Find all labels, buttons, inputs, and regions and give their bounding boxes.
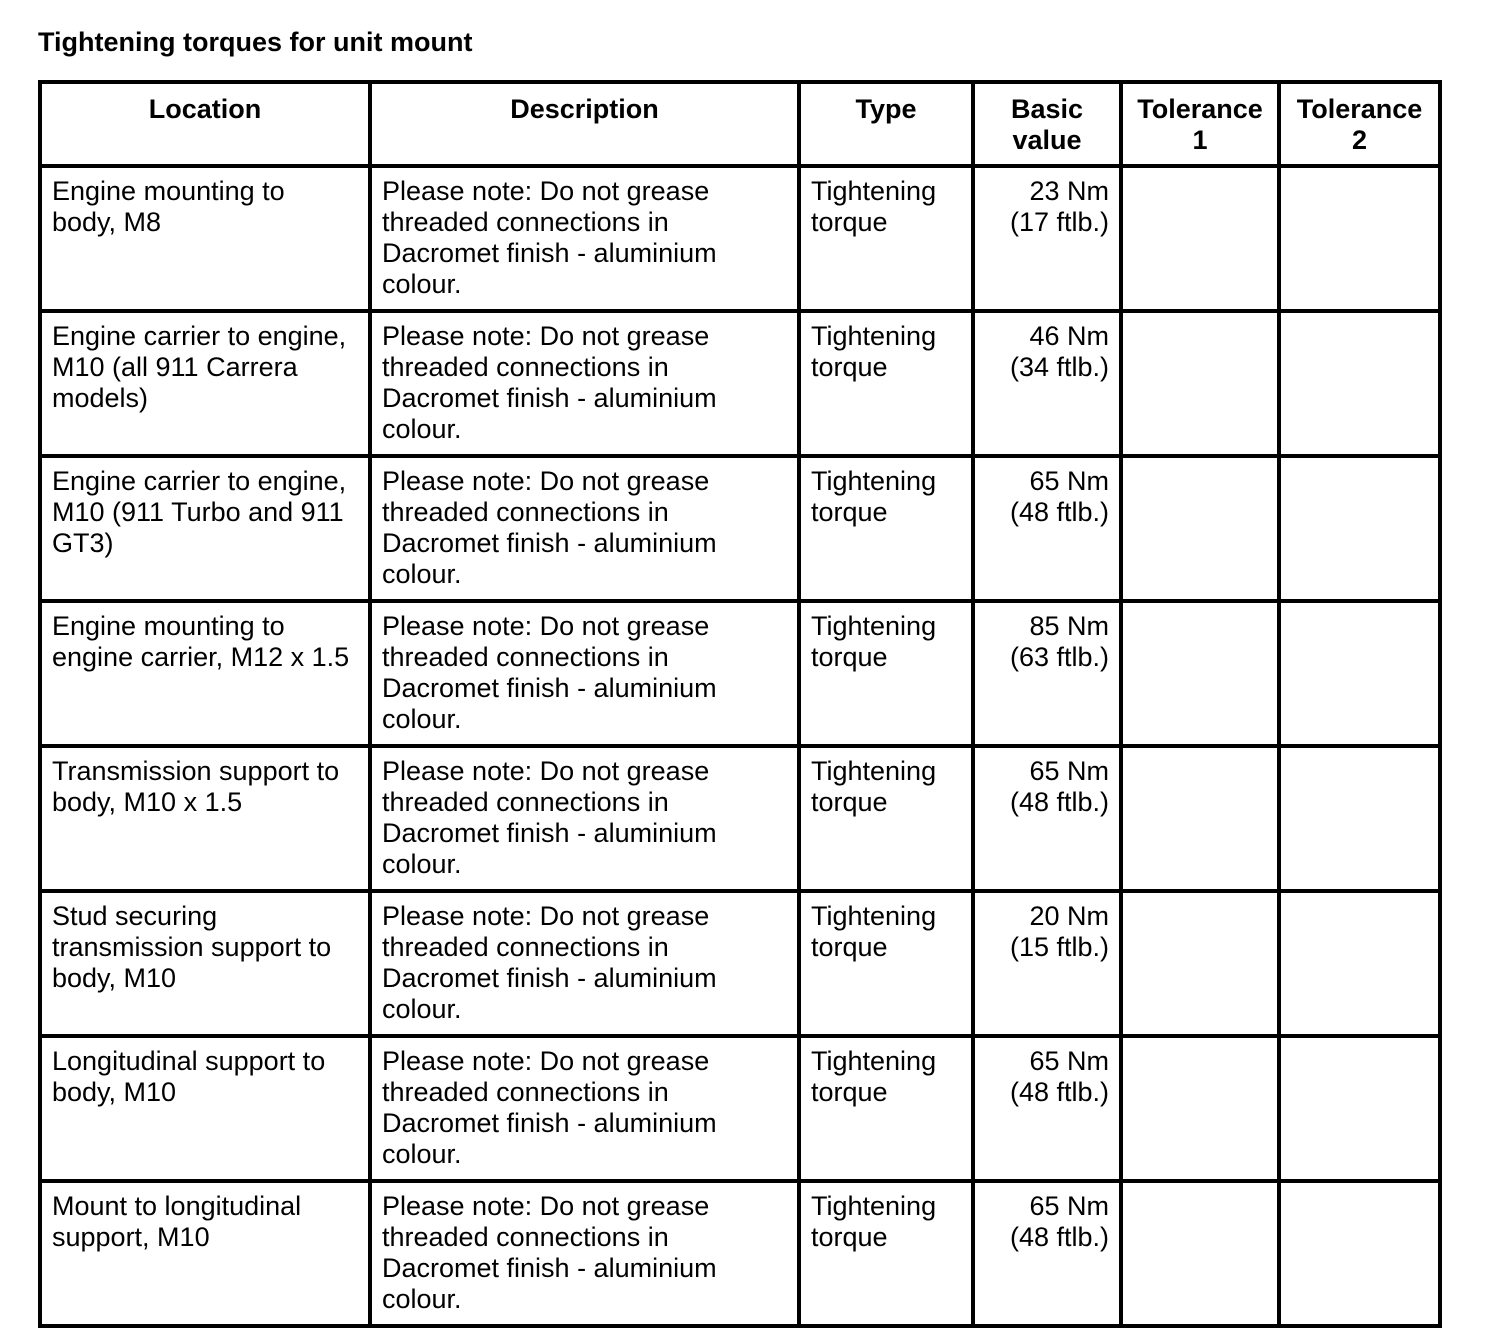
cell-text-line: body, M10: [52, 1077, 177, 1107]
description-cell: [370, 601, 799, 746]
type-cell: [799, 1036, 973, 1181]
cell-text-line: Dacromet finish - aluminium: [382, 528, 717, 558]
cell-text-line: support, M10: [52, 1222, 210, 1252]
cell-text-line: Tightening: [811, 466, 937, 496]
cell-text-line: Please note: Do not grease: [382, 901, 710, 931]
basic-value-cell: [973, 456, 1121, 601]
cell-text-line: Transmission support to: [52, 756, 340, 786]
cell-text-line: torque: [811, 642, 888, 672]
cell-text-line: Stud securing: [52, 901, 218, 931]
cell-text-line: (34 ftlb.): [1009, 352, 1109, 382]
type-cell: [799, 311, 973, 456]
table-row: [40, 891, 1440, 1036]
tolerance-2-cell: [1279, 166, 1440, 311]
torque-table: [38, 80, 1442, 1328]
basic-value-cell: [973, 1036, 1121, 1181]
cell-text-line: Please note: Do not grease: [382, 756, 710, 786]
cell-text-line: (15 ftlb.): [1009, 932, 1109, 962]
cell-text-line: Mount to longitudinal: [52, 1191, 302, 1221]
table-row: [40, 746, 1440, 891]
location-cell: [40, 311, 370, 456]
cell-text-line: threaded connections in: [382, 497, 669, 527]
description-cell: [370, 891, 799, 1036]
table-row: [40, 166, 1440, 311]
cell-text-line: M10 (all 911 Carrera: [52, 352, 298, 382]
location-cell: [40, 746, 370, 891]
cell-text-line: Dacromet finish - aluminium: [382, 963, 717, 993]
basic-value-cell: [973, 891, 1121, 1036]
basic-value-cell: [973, 1181, 1121, 1326]
basic-value-cell: [973, 311, 1121, 456]
cell-text-line: torque: [811, 932, 888, 962]
header-text-line: Basic: [1010, 94, 1084, 124]
cell-text-line: Please note: Do not grease: [382, 176, 710, 206]
cell-text-line: GT3): [52, 528, 114, 558]
cell-text-line: body, M8: [52, 207, 162, 237]
tolerance-2-cell: [1279, 746, 1440, 891]
cell-text-line: (63 ftlb.): [1009, 642, 1109, 672]
cell-text-line: Dacromet finish - aluminium: [382, 238, 717, 268]
location-cell: [40, 601, 370, 746]
description-cell: [370, 166, 799, 311]
tolerance-1-cell: [1121, 746, 1279, 891]
location-cell: [40, 456, 370, 601]
cell-text-line: Tightening: [811, 1046, 937, 1076]
cell-text-line: Engine carrier to engine,: [52, 466, 347, 496]
cell-text-line: colour.: [382, 704, 462, 734]
cell-text-line: Tightening: [811, 1191, 937, 1221]
cell-text-line: Please note: Do not grease: [382, 1046, 710, 1076]
header-text-line: value: [1012, 125, 1082, 155]
cell-text-line: Tightening: [811, 176, 937, 206]
cell-text-line: colour.: [382, 559, 462, 589]
cell-text-line: colour.: [382, 849, 462, 879]
tolerance-2-cell: [1279, 311, 1440, 456]
table-row: [40, 311, 1440, 456]
tolerance-1-cell: [1121, 891, 1279, 1036]
cell-text-line: threaded connections in: [382, 1077, 669, 1107]
cell-text-line: Tightening: [811, 901, 937, 931]
cell-text-line: 46 Nm: [1029, 321, 1109, 351]
cell-text-line: colour.: [382, 1139, 462, 1169]
cell-text-line: Tightening: [811, 321, 937, 351]
header-location: Location: [40, 82, 370, 166]
cell-text-line: Longitudinal support to: [52, 1046, 326, 1076]
header-text-line: Tolerance: [1137, 94, 1263, 124]
cell-text-line: (17 ftlb.): [1009, 207, 1109, 237]
cell-text-line: torque: [811, 207, 888, 237]
cell-text-line: colour.: [382, 414, 462, 444]
table-row: [40, 1036, 1440, 1181]
cell-text-line: engine carrier, M12 x 1.5: [52, 642, 350, 672]
tolerance-1-cell: [1121, 1181, 1279, 1326]
header-type: Type: [799, 82, 973, 166]
cell-text-line: Dacromet finish - aluminium: [382, 673, 717, 703]
cell-text-line: body, M10 x 1.5: [52, 787, 243, 817]
cell-text-line: M10 (911 Turbo and 911: [52, 497, 344, 527]
cell-text-line: Engine mounting to: [52, 176, 285, 206]
type-cell: [799, 166, 973, 311]
cell-text-line: threaded connections in: [382, 1222, 669, 1252]
header-text-line: 2: [1351, 125, 1368, 155]
cell-text-line: Please note: Do not grease: [382, 466, 710, 496]
basic-value-cell: [973, 601, 1121, 746]
basic-value-cell: [973, 166, 1121, 311]
cell-text-line: Tightening: [811, 756, 937, 786]
description-cell: [370, 1036, 799, 1181]
table-row: [40, 601, 1440, 746]
location-cell: [40, 891, 370, 1036]
cell-text-line: threaded connections in: [382, 932, 669, 962]
cell-text-line: body, M10: [52, 963, 177, 993]
table-row: [40, 456, 1440, 601]
cell-text-line: 65 Nm: [1029, 466, 1109, 496]
location-cell: [40, 1036, 370, 1181]
header-basic-value: [973, 82, 1121, 166]
cell-text-line: torque: [811, 787, 888, 817]
cell-text-line: 85 Nm: [1029, 611, 1109, 641]
cell-text-line: Engine carrier to engine,: [52, 321, 347, 351]
header-tolerance-2: [1279, 82, 1440, 166]
cell-text-line: colour.: [382, 1284, 462, 1314]
header-tolerance-1: [1121, 82, 1279, 166]
cell-text-line: Dacromet finish - aluminium: [382, 818, 717, 848]
cell-text-line: threaded connections in: [382, 352, 669, 382]
cell-text-line: 20 Nm: [1029, 901, 1109, 931]
cell-text-line: torque: [811, 1222, 888, 1252]
cell-text-line: transmission support to: [52, 932, 332, 962]
cell-text-line: threaded connections in: [382, 787, 669, 817]
cell-text-line: torque: [811, 497, 888, 527]
cell-text-line: 65 Nm: [1029, 1191, 1109, 1221]
cell-text-line: Dacromet finish - aluminium: [382, 1253, 717, 1283]
description-cell: [370, 746, 799, 891]
cell-text-line: Engine mounting to: [52, 611, 285, 641]
tolerance-2-cell: [1279, 1181, 1440, 1326]
cell-text-line: Dacromet finish - aluminium: [382, 1108, 717, 1138]
page-title: Tightening torques for unit mount: [38, 27, 473, 57]
cell-text-line: 65 Nm: [1029, 756, 1109, 786]
cell-text-line: Tightening: [811, 611, 937, 641]
tolerance-2-cell: [1279, 456, 1440, 601]
type-cell: [799, 746, 973, 891]
cell-text-line: colour.: [382, 994, 462, 1024]
description-cell: [370, 311, 799, 456]
type-cell: [799, 456, 973, 601]
cell-text-line: (48 ftlb.): [1009, 787, 1109, 817]
cell-text-line: 23 Nm: [1029, 176, 1109, 206]
cell-text-line: (48 ftlb.): [1009, 1222, 1109, 1252]
cell-text-line: Dacromet finish - aluminium: [382, 383, 717, 413]
location-cell: [40, 166, 370, 311]
description-cell: [370, 1181, 799, 1326]
header-row: [40, 82, 1440, 166]
header-description: Description: [370, 82, 799, 166]
cell-text-line: Please note: Do not grease: [382, 321, 710, 351]
cell-text-line: Please note: Do not grease: [382, 611, 710, 641]
description-cell: [370, 456, 799, 601]
tolerance-1-cell: [1121, 166, 1279, 311]
type-cell: [799, 891, 973, 1036]
header-text-line: 1: [1192, 125, 1208, 155]
tolerance-2-cell: [1279, 601, 1440, 746]
table-row: [40, 1181, 1440, 1326]
tolerance-1-cell: [1121, 311, 1279, 456]
location-cell: [40, 1181, 370, 1326]
cell-text-line: Please note: Do not grease: [382, 1191, 710, 1221]
cell-text-line: threaded connections in: [382, 642, 669, 672]
cell-text-line: colour.: [382, 269, 462, 299]
cell-text-line: torque: [811, 352, 888, 382]
cell-text-line: (48 ftlb.): [1009, 497, 1109, 527]
tolerance-2-cell: [1279, 891, 1440, 1036]
cell-text-line: 65 Nm: [1029, 1046, 1109, 1076]
cell-text-line: (48 ftlb.): [1009, 1077, 1109, 1107]
tolerance-1-cell: [1121, 1036, 1279, 1181]
cell-text-line: models): [52, 383, 149, 413]
basic-value-cell: [973, 746, 1121, 891]
cell-text-line: threaded connections in: [382, 207, 669, 237]
table-body: [40, 166, 1440, 1326]
header-text-line: Tolerance: [1296, 94, 1423, 124]
cell-text-line: torque: [811, 1077, 888, 1107]
tolerance-1-cell: [1121, 601, 1279, 746]
type-cell: [799, 601, 973, 746]
tolerance-1-cell: [1121, 456, 1279, 601]
tolerance-2-cell: [1279, 1036, 1440, 1181]
type-cell: [799, 1181, 973, 1326]
